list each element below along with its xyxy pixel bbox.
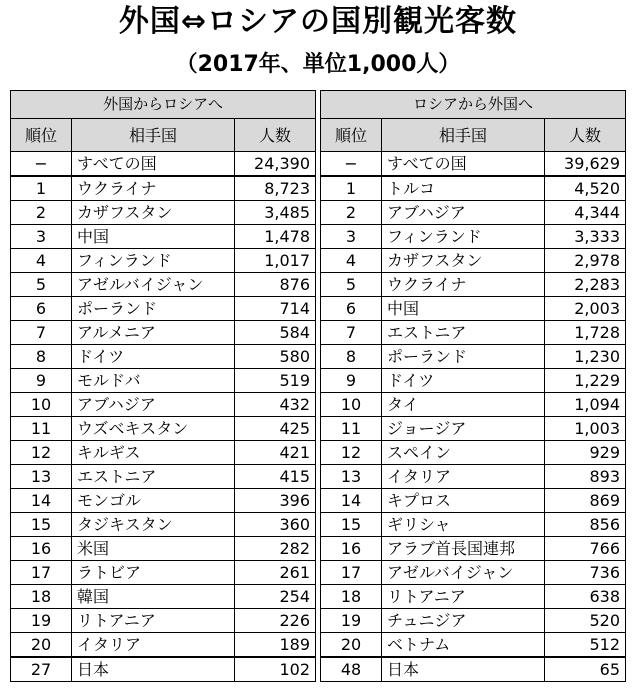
table-row [11, 321, 316, 345]
count-cell: 876 [235, 273, 316, 297]
rank-cell: 8 [321, 345, 382, 369]
rank-cell: 14 [11, 489, 72, 513]
table-row [11, 609, 316, 633]
country-cell: 日本 [72, 657, 235, 682]
country-cell: ドイツ [72, 345, 235, 369]
country-cell: リトアニア [382, 585, 545, 609]
count-cell: 1,230 [545, 345, 626, 369]
count-cell: 638 [545, 585, 626, 609]
rank-cell: 11 [11, 417, 72, 441]
count-cell: 519 [235, 369, 316, 393]
rank-cell: 6 [321, 297, 382, 321]
count-cell: 226 [235, 609, 316, 633]
count-cell: 869 [545, 489, 626, 513]
rank-cell: 20 [321, 633, 382, 658]
country-cell: ウズベキスタン [72, 417, 235, 441]
rank-cell: 14 [321, 489, 382, 513]
count-cell: 584 [235, 321, 316, 345]
column-header-rank: 順位 [321, 119, 382, 152]
table-row [11, 393, 316, 417]
rank-cell: 10 [11, 393, 72, 417]
rank-cell: 4 [321, 249, 382, 273]
column-header-rank: 順位 [11, 119, 72, 152]
count-cell: 24,390 [235, 152, 316, 177]
table-row [11, 657, 316, 682]
count-cell: 893 [545, 465, 626, 489]
count-cell: 856 [545, 513, 626, 537]
count-cell: 432 [235, 393, 316, 417]
country-cell: アゼルバイジャン [72, 273, 235, 297]
table-row [321, 465, 626, 489]
country-cell: 日本 [382, 657, 545, 682]
table-row [11, 345, 316, 369]
rank-cell: 2 [11, 201, 72, 225]
rank-cell: 9 [11, 369, 72, 393]
count-cell: 102 [235, 657, 316, 682]
country-cell: エストニア [382, 321, 545, 345]
count-cell: 282 [235, 537, 316, 561]
count-cell: 1,003 [545, 417, 626, 441]
table-row [11, 249, 316, 273]
count-cell: 766 [545, 537, 626, 561]
country-cell: 中国 [72, 225, 235, 249]
column-header-row [321, 119, 626, 152]
country-cell: トルコ [382, 176, 545, 201]
count-cell: 261 [235, 561, 316, 585]
page-title: 外国⇔ロシアの国別観光客数 [118, 4, 518, 39]
table-header-row [321, 91, 626, 119]
table-row [11, 152, 316, 177]
rank-cell: 4 [11, 249, 72, 273]
table-row [11, 441, 316, 465]
country-cell: モンゴル [72, 489, 235, 513]
rank-cell: 8 [11, 345, 72, 369]
rank-cell: 6 [11, 297, 72, 321]
rank-cell: 7 [11, 321, 72, 345]
count-cell: 3,333 [545, 225, 626, 249]
rank-cell: 13 [321, 465, 382, 489]
country-cell: すべての国 [382, 152, 545, 177]
outbound-table [320, 90, 626, 682]
country-cell: 中国 [382, 297, 545, 321]
count-cell: 1,229 [545, 369, 626, 393]
country-cell: ウクライナ [382, 273, 545, 297]
country-cell: アゼルバイジャン [382, 561, 545, 585]
rank-cell: 16 [11, 537, 72, 561]
count-cell: 65 [545, 657, 626, 682]
count-cell: 520 [545, 609, 626, 633]
table-row [321, 537, 626, 561]
table-row [11, 176, 316, 201]
country-cell: アルメニア [72, 321, 235, 345]
rank-cell: 13 [11, 465, 72, 489]
country-cell: ドイツ [382, 369, 545, 393]
table-row [11, 633, 316, 658]
country-cell: キプロス [382, 489, 545, 513]
table-row [321, 369, 626, 393]
table-row [11, 225, 316, 249]
inbound-table [10, 90, 316, 682]
rank-cell: 48 [321, 657, 382, 682]
country-cell: アラブ首長国連邦 [382, 537, 545, 561]
table-row [321, 201, 626, 225]
count-cell: 3,485 [235, 201, 316, 225]
country-cell: 韓国 [72, 585, 235, 609]
table-row [321, 657, 626, 682]
rank-cell: 18 [321, 585, 382, 609]
count-cell: 425 [235, 417, 316, 441]
rank-cell: 18 [11, 585, 72, 609]
count-cell: 2,283 [545, 273, 626, 297]
table-row [11, 513, 316, 537]
table-section-header: ロシアから外国へ [321, 91, 626, 119]
rank-cell: 15 [321, 513, 382, 537]
table-row [321, 393, 626, 417]
column-header-country: 相手国 [72, 119, 235, 152]
table-row [321, 176, 626, 201]
table-row [321, 297, 626, 321]
count-cell: 1,017 [235, 249, 316, 273]
rank-cell: − [321, 152, 382, 177]
rank-cell: 16 [321, 537, 382, 561]
table-row [321, 561, 626, 585]
count-cell: 189 [235, 633, 316, 658]
count-cell: 8,723 [235, 176, 316, 201]
table-row [321, 345, 626, 369]
count-cell: 415 [235, 465, 316, 489]
count-cell: 1,728 [545, 321, 626, 345]
country-cell: 米国 [72, 537, 235, 561]
count-cell: 929 [545, 441, 626, 465]
column-header-country: 相手国 [382, 119, 545, 152]
rank-cell: 5 [321, 273, 382, 297]
country-cell: すべての国 [72, 152, 235, 177]
table-header-row [11, 91, 316, 119]
table-row [321, 225, 626, 249]
country-cell: ウクライナ [72, 176, 235, 201]
count-cell: 580 [235, 345, 316, 369]
table-row [321, 152, 626, 177]
country-cell: カザフスタン [72, 201, 235, 225]
table-row [321, 633, 626, 658]
count-cell: 2,003 [545, 297, 626, 321]
count-cell: 512 [545, 633, 626, 658]
country-cell: スペイン [382, 441, 545, 465]
rank-cell: 10 [321, 393, 382, 417]
country-cell: フィンランド [72, 249, 235, 273]
country-cell: チュニジア [382, 609, 545, 633]
country-cell: タイ [382, 393, 545, 417]
country-cell: モルドバ [72, 369, 235, 393]
count-cell: 736 [545, 561, 626, 585]
country-cell: ラトビア [72, 561, 235, 585]
rank-cell: 11 [321, 417, 382, 441]
country-cell: カザフスタン [382, 249, 545, 273]
country-cell: タジキスタン [72, 513, 235, 537]
country-cell: ポーランド [72, 297, 235, 321]
country-cell: アブハジア [72, 393, 235, 417]
table-row [321, 609, 626, 633]
table-row [321, 273, 626, 297]
rank-cell: 12 [321, 441, 382, 465]
country-cell: フィンランド [382, 225, 545, 249]
table-row [11, 297, 316, 321]
rank-cell: − [11, 152, 72, 177]
rank-cell: 7 [321, 321, 382, 345]
rank-cell: 3 [321, 225, 382, 249]
column-header-row [11, 119, 316, 152]
country-cell: ジョージア [382, 417, 545, 441]
count-cell: 254 [235, 585, 316, 609]
count-cell: 1,094 [545, 393, 626, 417]
table-row [321, 249, 626, 273]
table-row [11, 417, 316, 441]
rank-cell: 2 [321, 201, 382, 225]
table-row [11, 201, 316, 225]
table-row [321, 513, 626, 537]
count-cell: 2,978 [545, 249, 626, 273]
rank-cell: 5 [11, 273, 72, 297]
country-cell: ポーランド [382, 345, 545, 369]
count-cell: 396 [235, 489, 316, 513]
rank-cell: 17 [321, 561, 382, 585]
rank-cell: 9 [321, 369, 382, 393]
rank-cell: 19 [321, 609, 382, 633]
country-cell: エストニア [72, 465, 235, 489]
table-row [321, 417, 626, 441]
table-row [11, 465, 316, 489]
table-row [11, 585, 316, 609]
table-row [11, 369, 316, 393]
table-row [11, 273, 316, 297]
rank-cell: 15 [11, 513, 72, 537]
column-header-count: 人数 [235, 119, 316, 152]
count-cell: 714 [235, 297, 316, 321]
table-row [11, 561, 316, 585]
column-header-count: 人数 [545, 119, 626, 152]
country-cell: アブハジア [382, 201, 545, 225]
table-row [321, 489, 626, 513]
count-cell: 360 [235, 513, 316, 537]
rank-cell: 27 [11, 657, 72, 682]
rank-cell: 12 [11, 441, 72, 465]
count-cell: 4,344 [545, 201, 626, 225]
rank-cell: 1 [11, 176, 72, 201]
table-row [321, 321, 626, 345]
table-row [321, 441, 626, 465]
count-cell: 421 [235, 441, 316, 465]
count-cell: 1,478 [235, 225, 316, 249]
rank-cell: 3 [11, 225, 72, 249]
table-section-header: 外国からロシアへ [11, 91, 316, 119]
count-cell: 4,520 [545, 176, 626, 201]
country-cell: イタリア [382, 465, 545, 489]
table-row [11, 489, 316, 513]
country-cell: イタリア [72, 633, 235, 658]
country-cell: リトアニア [72, 609, 235, 633]
country-cell: ベトナム [382, 633, 545, 658]
rank-cell: 1 [321, 176, 382, 201]
page-subtitle: （2017年、単位1,000人） [175, 52, 461, 77]
table-row [11, 537, 316, 561]
country-cell: キルギス [72, 441, 235, 465]
rank-cell: 19 [11, 609, 72, 633]
table-row [321, 585, 626, 609]
country-cell: ギリシャ [382, 513, 545, 537]
rank-cell: 20 [11, 633, 72, 658]
rank-cell: 17 [11, 561, 72, 585]
count-cell: 39,629 [545, 152, 626, 177]
